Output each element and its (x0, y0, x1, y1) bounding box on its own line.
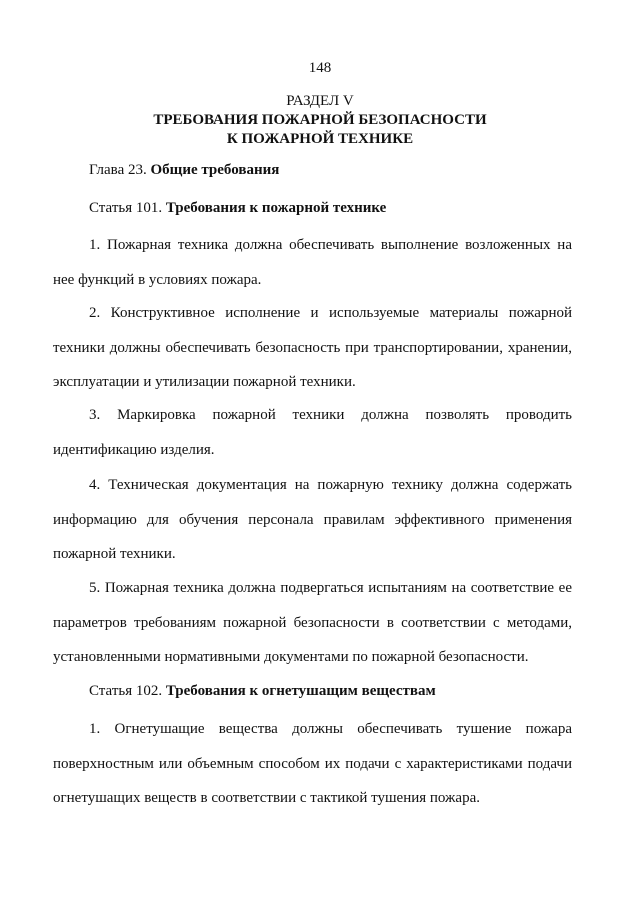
article-101-paragraph (53, 296, 572, 400)
article-102-heading (89, 683, 589, 700)
article-101-title: Требования к пожарной технике (165, 200, 387, 216)
section-label: РАЗДЕЛ V (286, 93, 354, 109)
article-101-paragraph (53, 398, 572, 467)
page-number: 148 (308, 60, 332, 76)
article-102-prefix: Статья 102. (89, 683, 166, 699)
paragraph-text: 2. Конструктивное исполнение и используемые материалы пожарной техники должны обеспечивать безопасность при транспортировании, хранении, эксплуатации и утилизации пожарной техники. (53, 305, 572, 390)
paragraph-text: 1. Огнетушащие вещества должны обеспечивать тушение пожара поверхностным или объемным способом их подачи с характеристиками подачи огнетушащих веществ в соответствии с тактикой тушения пожара. (53, 721, 572, 806)
paragraph-text: 1. Пожарная техника должна обеспечивать выполнение возложенных на нее функций в условиях пожара. (53, 237, 572, 288)
article-101-prefix: Статья 101. (89, 200, 166, 216)
paragraph-text: 4. Техническая документация на пожарную технику должна содержать информацию для обучения персонала правилам эффективного применения пожарной техники. (53, 477, 572, 562)
paragraph-text: 5. Пожарная техника должна подвергаться испытаниям на соответствие ее параметров требованиям пожарной безопасности в соответствии с методами, установленными нормативными документами по пожарной безопасности. (53, 580, 572, 665)
section-title-line1: ТРЕБОВАНИЯ ПОЖАРНОЙ БЕЗОПАСНОСТИ (153, 112, 487, 128)
section-title-line2: К ПОЖАРНОЙ ТЕХНИКЕ (226, 131, 414, 147)
article-101-paragraph (53, 228, 572, 297)
chapter-title: Общие требования (150, 162, 280, 178)
article-101-paragraph (53, 468, 572, 572)
chapter-prefix: Глава 23. (89, 162, 151, 178)
article-102-paragraph (53, 712, 572, 816)
article-101-heading (89, 200, 589, 217)
paragraph-text: 3. Маркировка пожарной техники должна позволять проводить идентификацию изделия. (53, 407, 572, 458)
section-heading (0, 92, 640, 149)
article-101-paragraph (53, 571, 572, 675)
article-102-title: Требования к огнетушащим веществам (165, 683, 436, 699)
chapter-heading (89, 162, 589, 179)
